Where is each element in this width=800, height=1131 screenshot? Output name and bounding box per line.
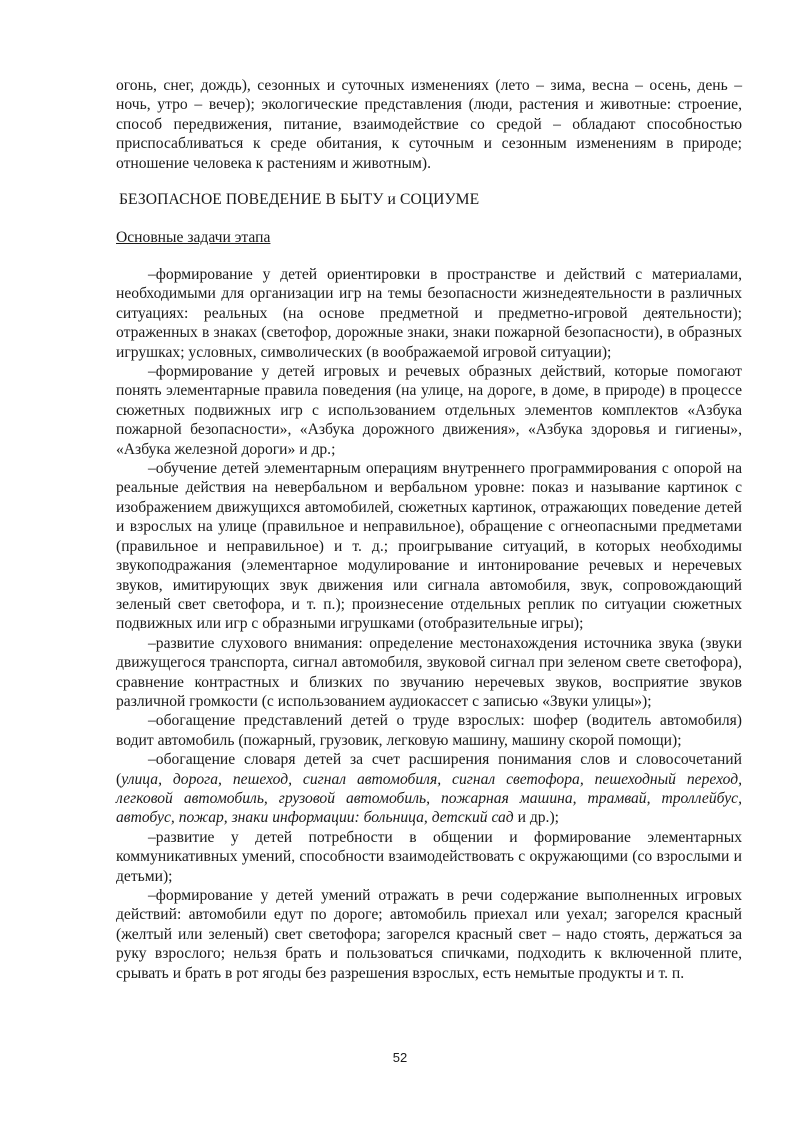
task-item: –формирование у детей игровых и речевых образных действий, которые помогают понять элементарные правила поведения (на улице, на дороге, в доме, в природе) в процессе сюжетных подвижных игр с использованием отдельных элементов комплектов «Азбука пожарной безопасности», «Азбука дорожного движения», «Азбука здоровья и гигиены», «Азбука железной дороги» и др.;	[116, 363, 742, 458]
vocab-italic-words: улица, дорога, пешеход, сигнал автомобиля, сигнал светофора, пешеходный переход, легковой автомобиль, грузовой автомобиль, пожарная машина, трамвай, троллейбус, автобус, пожар, знаки информации: больница, детский сад	[116, 770, 742, 827]
task-item-vocabulary	[116, 750, 742, 828]
task-item: –формирование у детей умений отражать в речи содержание выполненных игровых действий: автомобили едут по дороге; автомобиль приехал или уехал; загорелся красный (желтый или зеленый) свет светофора; загорелся красный свет – надо стоять, держаться за руку взрослого; нельзя брать и пользоваться спичками, подходить к включенной плите, срывать и брать в рот ягоды без разрешения взрослых, есть немытые продукты и т. п.	[116, 887, 742, 982]
task-item: –обогащение представлений детей о труде взрослых: шофер (водитель автомобиля) водит автомобиль (пожарный, грузовик, легковую машину, машину скорой помощи);	[116, 712, 742, 749]
page-number: 52	[392, 1050, 408, 1065]
task-item: –формирование у детей ориентировки в пространстве и действий с материалами, необходимыми для организации игр на темы безопасности жизнедеятельности в различных ситуациях: реальных (на основе предметной и предметно-игровой деятельности); отраженных в знаках (светофор, дорожные знаки, знаки пожарной безопасности), в образных игрушках; условных, символических (в воображаемой игровой ситуации);	[116, 266, 742, 361]
vocab-tail: и др.);	[513, 809, 559, 827]
intro-paragraph: огонь, снег, дождь), сезонных и суточных изменениях (лето – зима, весна – осень, день – ночь, утро – вечер); экологические представления (люди, растения и животные: строение, способ передвижения, питание, взаимодействие со средой – обладают способностью приспосабливаться к среде обитания, к суточным и сезонным изменениям в природе; отношение человека к растениям и животным).	[116, 77, 742, 172]
task-list	[116, 265, 742, 983]
task-item: –обучение детей элементарным операциям внутреннего программирования с опорой на реальные действия на невербальном и вербальном уровне: показ и называние картинок с изображением движущихся автомобилей, сюжетных картинок, отражающих поведение детей и взрослых на улице (правильное и неправильное), обращение с огнеопасными предметами (правильное и неправильное) и т. д.; проигрывание ситуаций, в которых необходимы звукоподражания (элементарное модулирование и интонирование речевых и неречевых звуков, имитирующих звук движения или сигнала автомобиля, звук, сопровождающий зеленый свет светофора, и т. п.); произнесение отдельных реплик по ситуации сюжетных подвижных или игр с образными игрушками (отобразительные игры);	[116, 460, 742, 633]
task-item: –развитие у детей потребности в общении и формирование элементарных коммуникативных умений, способности взаимодействовать с окружающими (со взрослыми и детьми);	[116, 828, 742, 885]
task-item: –развитие слухового внимания: определение местонахождения источника звука (звуки движущегося транспорта, сигнал автомобиля, звуковой сигнал при зеленом свете светофора), сравнение контрастных и близких по звучанию неречевых звуков, восприятие звуков различной громкости (с использованием аудиокассет с записью «Звуки улицы»);	[116, 634, 742, 710]
subheading: Основные задачи этапа	[116, 229, 271, 246]
section-heading: БЕЗОПАСНОЕ ПОВЕДЕНИЕ В БЫТУ и СОЦИУМЕ	[119, 191, 480, 208]
vocab-lead: –обогащение словаря детей за счет расширения понимания слов и словосочетаний (	[116, 751, 742, 788]
